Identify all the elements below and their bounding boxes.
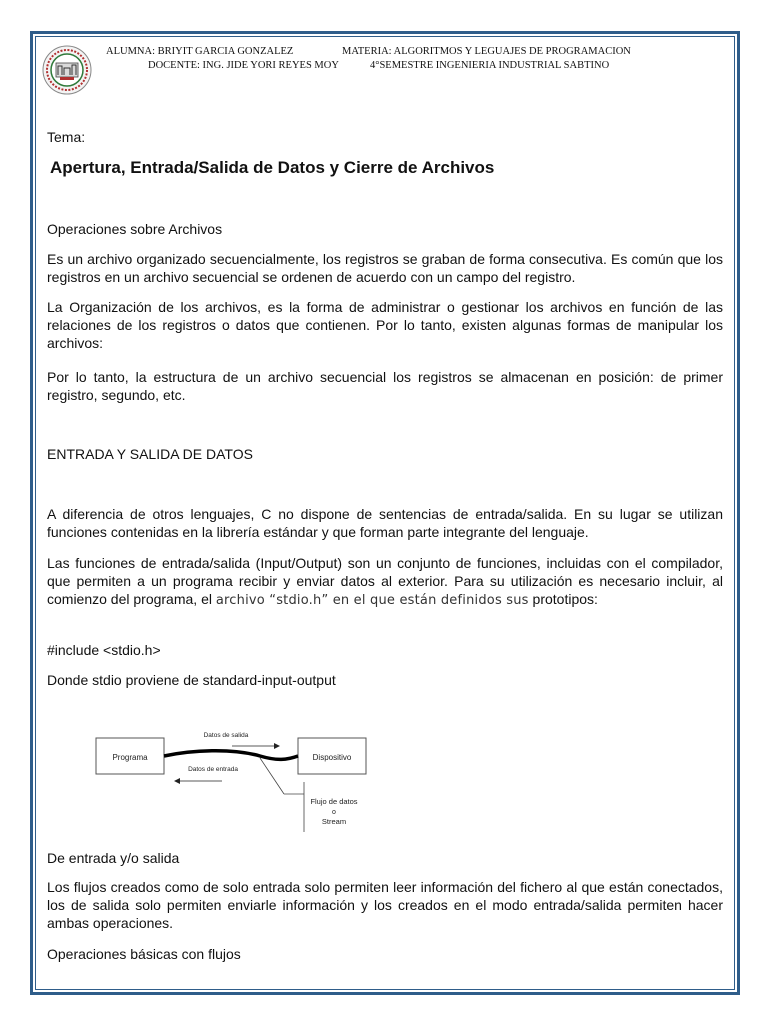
student-name: ALUMNA: BRIYIT GARCIA GONZALEZ <box>106 46 294 57</box>
flow-label-2: o <box>332 809 336 816</box>
paragraph-streams: Los flujos creados como de solo entrada solo permiten leer información del fichero al que están conectados, los de salida solo permiten enviarle información y los creados en el modo entrada/salida permiten hacer ambas operaciones. <box>47 879 723 931</box>
paragraph-io-functions: Las funciones de entrada/salida (Input/Output) son un conjunto de funciones, incluidas con el compilador, que permiten a un programa recibir y enviar datos al exterior. Para su utilización es necesario incluir, al comienzo del programa, el archivo “stdio.h” en el que están definidos sus prototipos: <box>47 555 723 608</box>
tema-label: Tema: <box>47 129 86 145</box>
io-caption: De entrada y/o salida <box>47 850 180 866</box>
stream-line <box>164 751 298 760</box>
stdio-origin-line: Donde stdio proviene de standard-input-output <box>47 672 336 688</box>
semester-info: 4°SEMESTRE INGENIERIA INDUSTRIAL SABTINO <box>370 60 610 71</box>
section-heading-io: ENTRADA Y SALIDA DE DATOS <box>47 446 253 462</box>
flow-label-3: Stream <box>321 817 347 826</box>
program-label: Programa <box>112 753 148 762</box>
output-arrow-head <box>274 743 280 749</box>
io-stream-diagram <box>92 726 392 836</box>
subject-name: MATERIA: ALGORITMOS Y LEGUAJES DE PROGRAMACION <box>342 46 631 57</box>
stdio-file-reference: archivo “stdio.h” en el que están definidos sus <box>215 593 529 608</box>
paragraph-c-io: A diferencia de otros lenguajes, C no dispone de sentencias de entrada/salida. En su lugar se utilizan funciones contenidas en la librería estándar y que forman parte integrante del lenguaje. <box>47 506 723 540</box>
stream-pointer-line <box>260 758 284 794</box>
output-data-label: Datos de salida <box>203 732 249 739</box>
teacher-name: DOCENTE: ING. JIDE YORI REYES MOY <box>148 60 339 71</box>
paragraph-file-structure: Por lo tanto, la estructura de un archivo secuencial los registros se almacenan en posición: de primer registro, segundo, etc. <box>47 369 723 403</box>
paragraph-sequential-file: Es un archivo organizado secuencialmente, los registros se graban de forma consecutiva. Es común que los registros en un archivo secuencial se ordenen de acuerdo con un campo del registro. <box>47 251 723 285</box>
basic-operations-heading: Operaciones básicas con flujos <box>47 946 241 962</box>
document-title: Apertura, Entrada/Salida de Datos y Cierre de Archivos <box>50 158 495 177</box>
flow-label-1: Flujo de datos <box>310 797 358 806</box>
school-seal-logo <box>42 45 92 95</box>
device-label: Dispositivo <box>312 753 352 762</box>
input-arrow-head <box>174 778 180 784</box>
section-heading-operations: Operaciones sobre Archivos <box>47 221 223 237</box>
include-line: #include <stdio.h> <box>47 642 161 658</box>
input-data-label: Datos de entrada <box>188 766 238 773</box>
paragraph-file-organization: La Organización de los archivos, es la forma de administrar o gestionar los archivos en función de las relaciones de los registros o datos que contienen. Por lo tanto, existen algunas formas de manipular los archivos: <box>47 299 723 351</box>
